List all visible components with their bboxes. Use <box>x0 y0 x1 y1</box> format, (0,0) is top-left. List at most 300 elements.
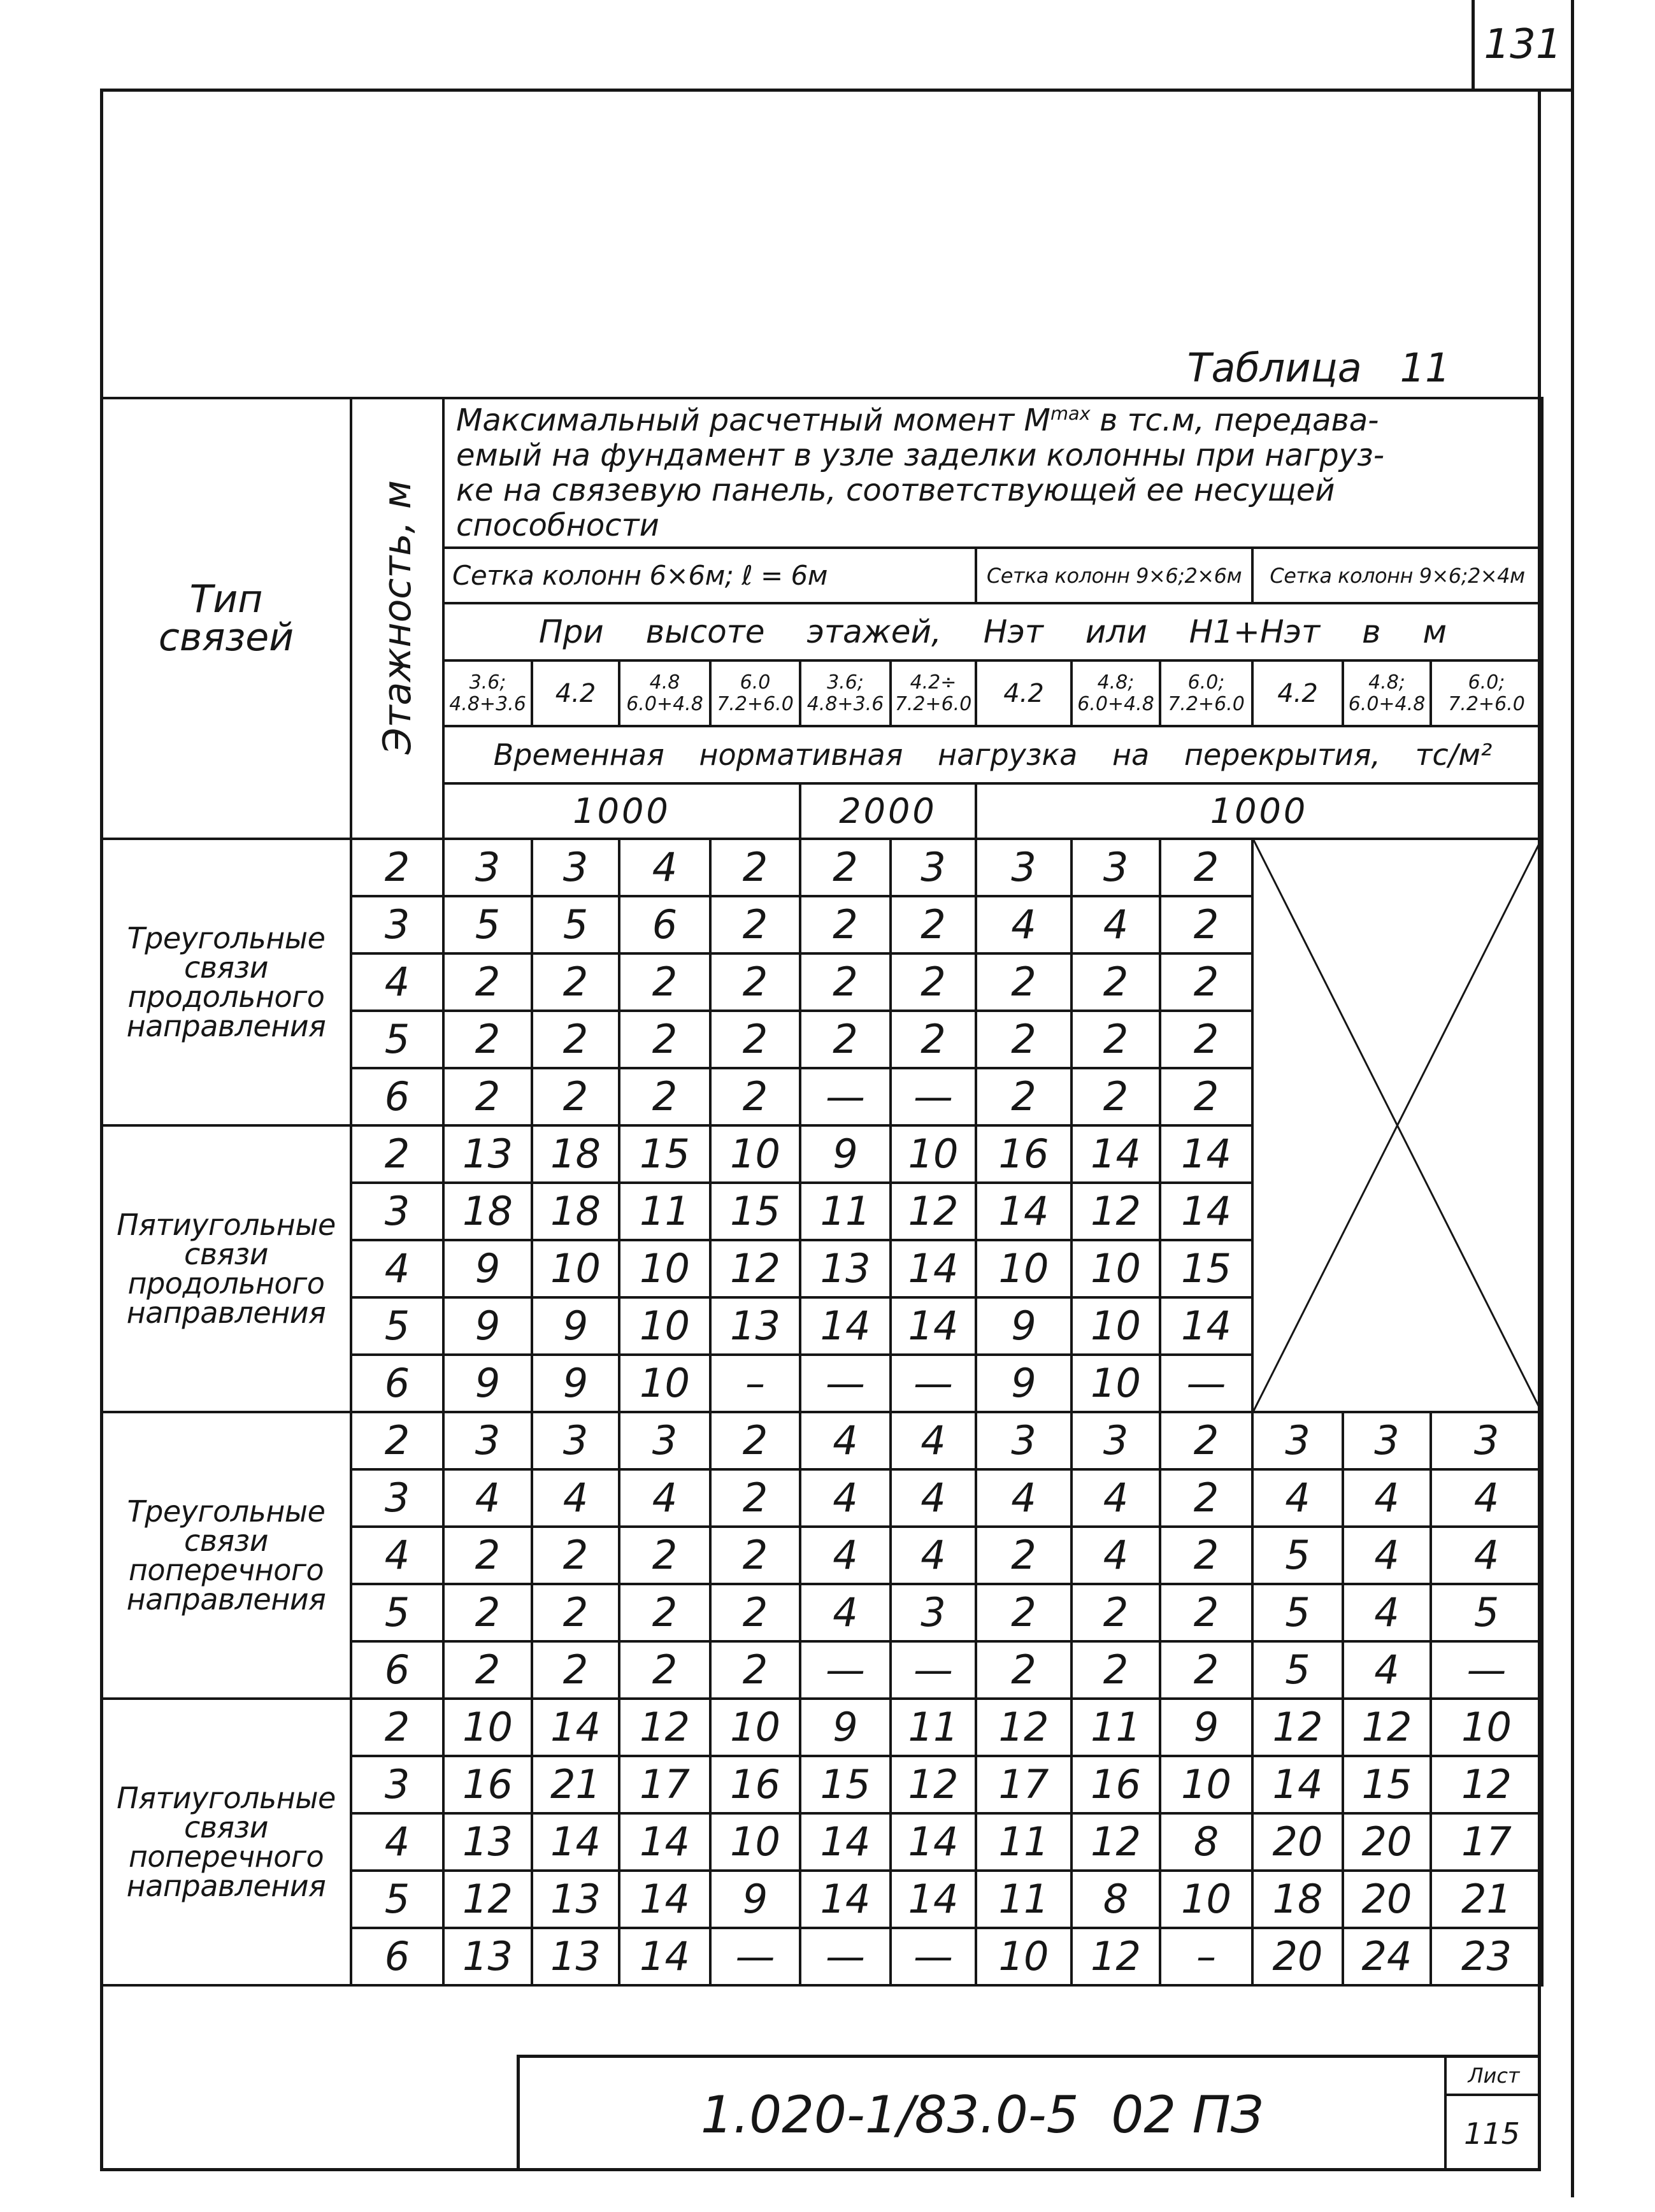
floor-height-bottom: 7.2+6.0 <box>717 692 794 715</box>
type-header <box>101 398 351 839</box>
floor-height-cell <box>800 660 891 726</box>
floor-height-bottom: 7.2+6.0 <box>1448 692 1525 715</box>
type-header-line: связей <box>158 615 294 660</box>
table-cell: 13 <box>532 1928 619 1985</box>
floors-cell: 4 <box>351 1240 443 1297</box>
table-cell: 10 <box>1071 1240 1160 1297</box>
table-cell: 20 <box>1343 1871 1431 1928</box>
bracing-type-label <box>101 1412 351 1699</box>
floor-height-top: 3.6; <box>827 671 864 694</box>
table-cell: 18 <box>532 1125 619 1183</box>
table-cell: 4 <box>1343 1527 1431 1584</box>
table-cell: 2 <box>443 1011 532 1068</box>
floors-cell: 6 <box>351 1928 443 1985</box>
table-cell: 2 <box>710 1469 800 1527</box>
table-cell: 4 <box>619 839 710 896</box>
table-cell: 4 <box>1071 896 1160 953</box>
table-cell: 2 <box>443 1641 532 1699</box>
floor-height-cell <box>1071 660 1160 726</box>
table-cell: 3 <box>619 1412 710 1469</box>
table-cell: — <box>1160 1355 1252 1412</box>
table-cell: 12 <box>891 1756 976 1813</box>
table-cell: 2 <box>1071 1068 1160 1125</box>
table-cell: 10 <box>710 1125 800 1183</box>
table-cell: 14 <box>800 1813 891 1871</box>
bracing-type-line: поперечного <box>128 1553 324 1587</box>
table-cell: 9 <box>1160 1699 1252 1756</box>
floor-height-cell <box>532 660 619 726</box>
table-row <box>101 1699 1542 1756</box>
bracing-type-line: направления <box>126 1295 326 1330</box>
table-cell: 14 <box>532 1813 619 1871</box>
table-cell: 2 <box>443 1584 532 1641</box>
empty-cell-cross <box>1252 839 1542 1412</box>
floors-cell: 5 <box>351 1297 443 1355</box>
floors-cell: 4 <box>351 1527 443 1584</box>
table-cell: 10 <box>619 1240 710 1297</box>
floor-height-top: 4.8 <box>649 671 680 694</box>
table-cell: 16 <box>976 1125 1071 1183</box>
table-cell: 9 <box>976 1297 1071 1355</box>
table-cell: 14 <box>891 1240 976 1297</box>
load-value: 2000 <box>800 783 976 839</box>
table-cell: 3 <box>1071 1412 1160 1469</box>
table-cell: 14 <box>1160 1183 1252 1240</box>
bracing-type-line: связи <box>184 1523 268 1558</box>
table-cell: 11 <box>619 1183 710 1240</box>
table-cell: 2 <box>891 1011 976 1068</box>
table-cell: 2 <box>710 1412 800 1469</box>
page-number: 131 <box>1484 20 1562 68</box>
bracing-type-label <box>101 1125 351 1412</box>
table-cell: 3 <box>1431 1412 1542 1469</box>
table-cell: 2 <box>1071 1584 1160 1641</box>
load-value: 1000 <box>443 783 800 839</box>
table-cell: 13 <box>532 1871 619 1928</box>
table-cell: 12 <box>891 1183 976 1240</box>
table-cell: 3 <box>976 839 1071 896</box>
floor-height-top: 6.0; <box>1187 671 1225 694</box>
table-cell: 5 <box>1252 1527 1343 1584</box>
table-cell: — <box>800 1068 891 1125</box>
table-cell: 8 <box>1071 1871 1160 1928</box>
table-cell: 10 <box>710 1699 800 1756</box>
table-cell: 2 <box>443 1068 532 1125</box>
table-cell: 13 <box>800 1240 891 1297</box>
table-cell: 2 <box>1160 1527 1252 1584</box>
table-cell: 2 <box>532 1584 619 1641</box>
table-cell: — <box>800 1641 891 1699</box>
table-cell: 4 <box>891 1412 976 1469</box>
table-cell: 12 <box>1071 1813 1160 1871</box>
bracing-type-line: Пятиугольные <box>117 1781 336 1815</box>
floor-height-cell <box>1252 660 1343 726</box>
table-cell: 11 <box>891 1699 976 1756</box>
floor-height-bottom: 4.8+3.6 <box>449 692 526 715</box>
floors-cell: 2 <box>351 839 443 896</box>
table-cell: 13 <box>443 1928 532 1985</box>
table-cell: 2 <box>1160 1412 1252 1469</box>
table-cell: 2 <box>800 1011 891 1068</box>
bracing-type-label <box>101 1699 351 1985</box>
table-cell: 4 <box>1071 1527 1160 1584</box>
bracing-type-line: продольного <box>127 1266 325 1301</box>
frame-top-extension <box>1541 89 1574 92</box>
table-cell: 10 <box>443 1699 532 1756</box>
table-cell: 4 <box>1071 1469 1160 1527</box>
table-cell: 2 <box>1160 839 1252 896</box>
table-title-text: в тс.м, передава- <box>1100 402 1379 438</box>
table-cell: 2 <box>1160 1469 1252 1527</box>
table-cell: 2 <box>1160 1068 1252 1125</box>
table-cell: 2 <box>891 896 976 953</box>
floors-cell: 3 <box>351 1469 443 1527</box>
table-cell: 9 <box>532 1297 619 1355</box>
table-cell: 20 <box>1343 1813 1431 1871</box>
table-title-line <box>456 403 1541 438</box>
table-cell: 2 <box>1160 953 1252 1011</box>
table-cell: 12 <box>976 1699 1071 1756</box>
table-cell: 2 <box>710 1068 800 1125</box>
table-cell: 2 <box>619 1641 710 1699</box>
table-cell: — <box>891 1641 976 1699</box>
table-cell: 10 <box>1071 1355 1160 1412</box>
cross-lines <box>1254 840 1541 1411</box>
table-cell: 2 <box>976 1641 1071 1699</box>
table-cell: 14 <box>619 1871 710 1928</box>
table-cell: 12 <box>443 1871 532 1928</box>
table-cell: 13 <box>443 1125 532 1183</box>
table-cell: 4 <box>532 1469 619 1527</box>
table-cell: 2 <box>532 1011 619 1068</box>
floor-height-cell <box>619 660 710 726</box>
table-cell: 10 <box>1160 1756 1252 1813</box>
table-cell: — <box>891 1928 976 1985</box>
floor-height-top: 4.2 <box>1003 678 1044 708</box>
right-margin-line <box>1571 0 1574 2197</box>
load-caption: Временная нормативная нагрузка на перекрытия, тс/м² <box>443 726 1542 783</box>
floors-cell: 6 <box>351 1641 443 1699</box>
table-cell: 4 <box>800 1527 891 1584</box>
table-cell: 2 <box>710 839 800 896</box>
floor-height-cell <box>1343 660 1431 726</box>
table-cell: 5 <box>1252 1641 1343 1699</box>
table-cell: 4 <box>443 1469 532 1527</box>
table-cell: 2 <box>800 839 891 896</box>
table-cell: 15 <box>1343 1756 1431 1813</box>
table-cell: 14 <box>891 1871 976 1928</box>
floor-height-cell <box>976 660 1071 726</box>
floors-cell: 2 <box>351 1125 443 1183</box>
floors-cell: 2 <box>351 1699 443 1756</box>
bracing-type-line: связи <box>184 1237 268 1271</box>
table-cell: 4 <box>891 1527 976 1584</box>
bracing-type-line: направления <box>126 1582 326 1616</box>
table-cell: 9 <box>443 1297 532 1355</box>
table-title-text: Максимальный расчетный момент M <box>456 402 1050 438</box>
floor-height-top: 4.2 <box>555 678 596 708</box>
sheet-label: Лист <box>1447 2058 1541 2096</box>
table-cell: 15 <box>619 1125 710 1183</box>
table-cell: 14 <box>800 1297 891 1355</box>
table-cell: 15 <box>710 1183 800 1240</box>
table-cell: 24 <box>1343 1928 1431 1985</box>
table-cell: 2 <box>976 1527 1071 1584</box>
table-cell: 4 <box>1343 1584 1431 1641</box>
table-cell: 2 <box>710 1011 800 1068</box>
table-cell: 2 <box>710 1641 800 1699</box>
bracing-type-label <box>101 839 351 1125</box>
bracing-type-line: направления <box>126 1869 326 1903</box>
floor-height-bottom: 6.0+4.8 <box>1077 692 1154 715</box>
table-cell: 18 <box>532 1183 619 1240</box>
table-cell: 10 <box>976 1240 1071 1297</box>
grid-header-9x6-2x6: Сетка колонн 9×6;2×6м <box>976 548 1252 603</box>
table-cell: 4 <box>619 1469 710 1527</box>
table-cell: 4 <box>1343 1641 1431 1699</box>
floors-cell: 4 <box>351 1813 443 1871</box>
table-cell: 12 <box>710 1240 800 1297</box>
table-cell: 10 <box>619 1297 710 1355</box>
table-cell: 10 <box>976 1928 1071 1985</box>
table-cell: 9 <box>443 1240 532 1297</box>
table-cell: 17 <box>976 1756 1071 1813</box>
table-cell: 5 <box>443 896 532 953</box>
table-cell: 2 <box>891 953 976 1011</box>
bracing-type-line: направления <box>126 1009 326 1043</box>
floor-height-cell <box>891 660 976 726</box>
table-title-line: способности <box>456 507 659 543</box>
moment-table <box>100 397 1544 1987</box>
table-title-line: емый на фундамент в узле заделки колонны при нагруз- <box>456 437 1385 473</box>
table-cell: 2 <box>976 953 1071 1011</box>
table-cell: 2 <box>1160 896 1252 953</box>
table-cell: 2 <box>710 896 800 953</box>
table-cell: 3 <box>443 1412 532 1469</box>
table-cell: 14 <box>1160 1297 1252 1355</box>
table-cell: 4 <box>1431 1469 1542 1527</box>
table-cell: 10 <box>710 1813 800 1871</box>
floors-header-label: Этажность, м <box>375 480 420 755</box>
table-cell: 10 <box>891 1125 976 1183</box>
bracing-type-line: Треугольные <box>127 921 326 955</box>
table-cell: — <box>891 1068 976 1125</box>
table-cell: 12 <box>1431 1756 1542 1813</box>
table-cell: 12 <box>619 1699 710 1756</box>
floor-height-caption: При высоте этажей, Нэт или Н1+Нэт в м <box>443 603 1542 660</box>
table-cell: 21 <box>532 1756 619 1813</box>
table-cell: 2 <box>443 1527 532 1584</box>
floors-cell: 3 <box>351 1756 443 1813</box>
table-cell: 3 <box>532 1412 619 1469</box>
floor-height-top: 6.0; <box>1468 671 1505 694</box>
table-cell: 14 <box>619 1928 710 1985</box>
table-cell: 2 <box>1071 1641 1160 1699</box>
table-cell: 5 <box>1252 1584 1343 1641</box>
table-cell: — <box>891 1355 976 1412</box>
table-cell: 2 <box>619 1527 710 1584</box>
floor-height-top: 4.2÷ <box>910 671 957 694</box>
table-cell: 14 <box>619 1813 710 1871</box>
table-cell: 2 <box>1071 1011 1160 1068</box>
table-cell: 14 <box>532 1699 619 1756</box>
table-cell: 4 <box>1343 1469 1431 1527</box>
sheet-cell <box>1444 2058 1541 2171</box>
table-cell: 8 <box>1160 1813 1252 1871</box>
document-code: 1.020-1/83.0-5 02 ПЗ <box>700 2085 1264 2144</box>
table-cell: 2 <box>619 1011 710 1068</box>
floors-cell: 6 <box>351 1068 443 1125</box>
floor-height-top: 6.0 <box>740 671 771 694</box>
bracing-type-line: продольного <box>127 980 325 1014</box>
floor-height-bottom: 7.2+6.0 <box>894 692 972 715</box>
floors-cell: 5 <box>351 1584 443 1641</box>
table-cell: 2 <box>800 953 891 1011</box>
sheet-number: 115 <box>1464 2116 1520 2151</box>
floor-height-bottom: 6.0+4.8 <box>626 692 703 715</box>
table-cell: — <box>800 1928 891 1985</box>
floor-height-cell <box>1431 660 1542 726</box>
table-cell: 4 <box>891 1469 976 1527</box>
table-cell: — <box>1431 1641 1542 1699</box>
table-cell: 4 <box>1431 1527 1542 1584</box>
table-cell: 2 <box>976 1584 1071 1641</box>
table-cell: 4 <box>976 1469 1071 1527</box>
table-cell: 3 <box>1343 1412 1431 1469</box>
table-cell: 4 <box>800 1584 891 1641</box>
table-cell: 2 <box>1160 1011 1252 1068</box>
bracing-type-line: связи <box>184 1810 268 1845</box>
table-cell: 13 <box>710 1297 800 1355</box>
floors-cell: 5 <box>351 1871 443 1928</box>
table-cell: 9 <box>710 1871 800 1928</box>
table-cell: 4 <box>976 896 1071 953</box>
table-cell: 2 <box>800 896 891 953</box>
floor-height-bottom: 6.0+4.8 <box>1348 692 1426 715</box>
floor-height-top: 4.8; <box>1368 671 1405 694</box>
table-cell: – <box>710 1355 800 1412</box>
table-cell: 23 <box>1431 1928 1542 1985</box>
table-cell: 3 <box>1252 1412 1343 1469</box>
table-cell: 9 <box>800 1125 891 1183</box>
table-cell: 2 <box>443 953 532 1011</box>
table-cell: 11 <box>976 1871 1071 1928</box>
table-cell: 10 <box>619 1355 710 1412</box>
load-value: 1000 <box>976 783 1542 839</box>
table-cell: 15 <box>1160 1240 1252 1297</box>
floors-cell: 5 <box>351 1011 443 1068</box>
table-cell: 4 <box>800 1412 891 1469</box>
table-cell: 2 <box>1160 1641 1252 1699</box>
bracing-type-line: поперечного <box>128 1839 324 1874</box>
table-cell: 14 <box>891 1297 976 1355</box>
table-cell: 5 <box>1431 1584 1542 1641</box>
table-cell: 14 <box>976 1183 1071 1240</box>
table-cell: 2 <box>710 953 800 1011</box>
floors-cell: 6 <box>351 1355 443 1412</box>
table-cell: 16 <box>710 1756 800 1813</box>
table-cell: 9 <box>976 1355 1071 1412</box>
bracing-type-line: связи <box>184 950 268 985</box>
table-cell: 3 <box>1071 839 1160 896</box>
table-cell: 12 <box>1252 1699 1343 1756</box>
table-row <box>101 839 1542 896</box>
floor-height-cell <box>1160 660 1252 726</box>
table-cell: — <box>800 1355 891 1412</box>
table-cell: 5 <box>532 896 619 953</box>
table-cell: 11 <box>800 1183 891 1240</box>
table-cell: 15 <box>800 1756 891 1813</box>
table-cell: 6 <box>619 896 710 953</box>
table-cell: 14 <box>891 1813 976 1871</box>
table-cell: 20 <box>1252 1813 1343 1871</box>
table-cell: 2 <box>1071 953 1160 1011</box>
floors-cell: 3 <box>351 1183 443 1240</box>
table-cell: — <box>710 1928 800 1985</box>
moment-superscript: max <box>1050 402 1091 424</box>
table-title-line: ке на связевую панель, соответствующей ее несущей <box>456 472 1335 508</box>
table-cell: 17 <box>619 1756 710 1813</box>
floor-height-top: 4.2 <box>1277 678 1318 708</box>
header-row <box>101 398 1542 548</box>
table-cell: 2 <box>710 1584 800 1641</box>
table-cell: 3 <box>891 839 976 896</box>
table-cell: 12 <box>1343 1699 1431 1756</box>
grid-header-6x6: Сетка колонн 6×6м; ℓ = 6м <box>443 548 976 603</box>
table-cell: 14 <box>1071 1125 1160 1183</box>
table-cell: 2 <box>532 1641 619 1699</box>
table-cell: – <box>1160 1928 1252 1985</box>
table-cell: 10 <box>1431 1699 1542 1756</box>
table-cell: 11 <box>976 1813 1071 1871</box>
floor-height-cell <box>443 660 532 726</box>
table-cell: 2 <box>532 953 619 1011</box>
table-cell: 2 <box>976 1011 1071 1068</box>
table-cell: 2 <box>710 1527 800 1584</box>
table-cell: 3 <box>891 1584 976 1641</box>
table-body <box>101 839 1542 1985</box>
table-cell: 10 <box>1160 1871 1252 1928</box>
table-cell: 14 <box>800 1871 891 1928</box>
table-cell: 14 <box>1252 1756 1343 1813</box>
table-cell: 3 <box>443 839 532 896</box>
table-cell: 11 <box>1071 1699 1160 1756</box>
floors-cell: 4 <box>351 953 443 1011</box>
table-cell: 18 <box>443 1183 532 1240</box>
table-cell: 2 <box>976 1068 1071 1125</box>
floors-header <box>351 398 443 839</box>
type-header-line: Тип <box>189 577 263 622</box>
table-cell: 2 <box>619 1068 710 1125</box>
table-cell: 9 <box>800 1699 891 1756</box>
table-cell: 3 <box>532 839 619 896</box>
bracing-type-line: Пятиугольные <box>117 1208 336 1242</box>
table-cell: 4 <box>800 1469 891 1527</box>
table-caption: Таблица 11 <box>1187 345 1451 391</box>
table-cell: 21 <box>1431 1871 1542 1928</box>
table-cell: 17 <box>1431 1813 1542 1871</box>
table-cell: 16 <box>1071 1756 1160 1813</box>
floor-height-bottom: 4.8+3.6 <box>806 692 884 715</box>
table-cell: 20 <box>1252 1928 1343 1985</box>
floor-height-bottom: 7.2+6.0 <box>1168 692 1245 715</box>
table-cell: 13 <box>443 1813 532 1871</box>
table-cell: 2 <box>532 1068 619 1125</box>
table-cell: 9 <box>532 1355 619 1412</box>
bracing-type-line: Треугольные <box>127 1494 326 1529</box>
grid-header-9x6-2x4: Сетка колонн 9×6;2×4м <box>1252 548 1542 603</box>
floors-cell: 2 <box>351 1412 443 1469</box>
